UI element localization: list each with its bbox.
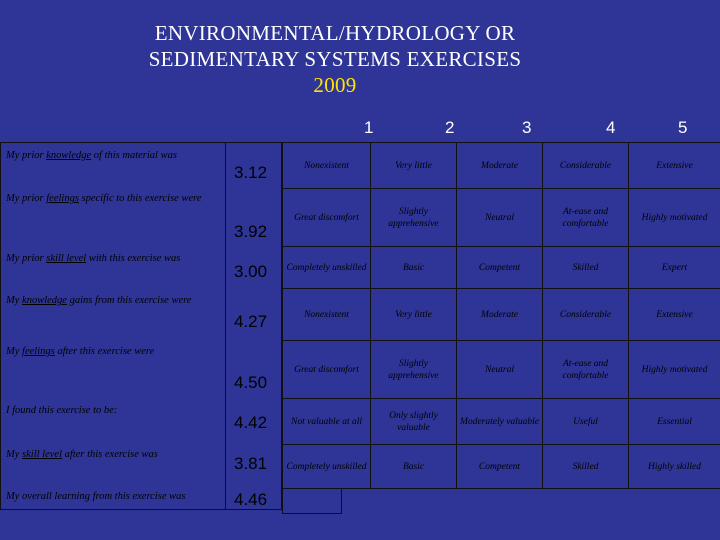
score-2: 3.92 <box>234 222 268 241</box>
option-cell: Neutral <box>457 341 543 399</box>
score-1: 3.12 <box>234 163 268 182</box>
option-cell: Competent <box>457 247 543 289</box>
option-cell: Extensive <box>629 289 720 341</box>
question-8: My overall learning from this exercise was <box>6 491 186 502</box>
option-cell: Neutral <box>457 189 543 247</box>
option-cell: Considerable <box>543 289 629 341</box>
score-8: 4.46 <box>234 490 268 509</box>
table-row <box>283 289 720 341</box>
option-cell: Slightly apprehensive <box>371 341 457 399</box>
option-cell: Considerable <box>543 143 629 189</box>
title-line-2: SEDIMENTARY SYSTEMS EXERCISES <box>148 47 522 71</box>
option-cell: Highly motivated <box>629 341 720 399</box>
option-cell: Slightly apprehensive <box>371 189 457 247</box>
question-5: My feelings after this exercise were <box>6 346 155 357</box>
option-cell: Essential <box>629 399 720 445</box>
option-cell: Useful <box>543 399 629 445</box>
option-cell: Not valuable at all <box>283 399 371 445</box>
option-cell: Skilled <box>543 247 629 289</box>
option-cell: Highly motivated <box>629 189 720 247</box>
option-cell: Very little <box>371 143 457 189</box>
option-cell: Moderate <box>457 143 543 189</box>
option-cell: Completely unskilled <box>283 247 371 289</box>
question-1: My prior knowledge of this material was <box>6 150 177 161</box>
option-cell: Competent <box>457 445 543 489</box>
question-2: My prior feelings specific to this exercise were <box>6 193 202 204</box>
option-cell: Nonexistent <box>283 289 371 341</box>
option-cell: Basic <box>371 247 457 289</box>
title-year: 2009 <box>313 73 357 97</box>
option-cell: Expert <box>629 247 720 289</box>
table-row <box>283 247 720 289</box>
option-cell: Only slightly valuable <box>371 399 457 445</box>
question-4: My knowledge gains from this exercise were <box>6 295 192 306</box>
score-3: 3.00 <box>234 262 268 281</box>
scale-label-4: 4 <box>606 118 616 137</box>
table-row <box>283 341 720 399</box>
option-cell: Basic <box>371 445 457 489</box>
empty-option-cell <box>282 488 342 514</box>
option-cell: Great discomfort <box>283 189 371 247</box>
option-cell: Nonexistent <box>283 143 371 189</box>
option-cell: At-ease and comfortable <box>543 189 629 247</box>
answer-grid <box>282 142 720 489</box>
question-6: I found this exercise to be: <box>6 405 118 416</box>
option-cell: At-ease and comfortable <box>543 341 629 399</box>
option-cell: Completely unskilled <box>283 445 371 489</box>
table-row <box>283 143 720 189</box>
option-cell: Very little <box>371 289 457 341</box>
scale-label-3: 3 <box>522 118 532 137</box>
option-cell: Extensive <box>629 143 720 189</box>
scale-label-1: 1 <box>364 118 374 137</box>
score-4: 4.27 <box>234 312 268 331</box>
option-cell: Skilled <box>543 445 629 489</box>
page-title <box>100 20 570 98</box>
score-5: 4.50 <box>234 373 268 392</box>
option-cell: Moderately valuable <box>457 399 543 445</box>
score-6: 4.42 <box>234 413 268 432</box>
title-line-1: ENVIRONMENTAL/HYDROLOGY OR <box>154 21 516 45</box>
option-cell: Highly skilled <box>629 445 720 489</box>
option-cell: Moderate <box>457 289 543 341</box>
question-3: My prior skill level with this exercise was <box>6 253 181 264</box>
question-7: My skill level after this exercise was <box>6 449 158 460</box>
table-row <box>283 189 720 247</box>
option-cell: Great discomfort <box>283 341 371 399</box>
scale-label-2: 2 <box>445 118 455 137</box>
table-row <box>283 399 720 445</box>
table-row <box>283 445 720 489</box>
score-7: 3.81 <box>234 454 268 473</box>
scale-label-5: 5 <box>678 118 688 137</box>
